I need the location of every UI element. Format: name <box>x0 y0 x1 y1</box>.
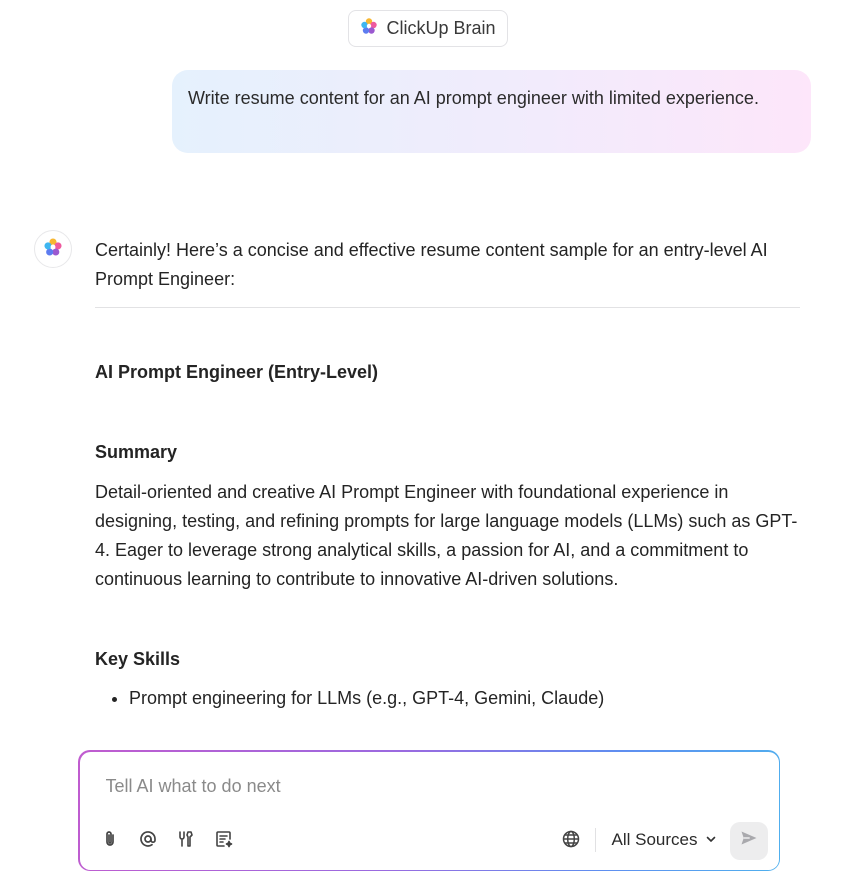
resume-title: AI Prompt Engineer (Entry-Level) <box>95 362 379 382</box>
ai-reply <box>95 236 800 713</box>
badge-label: ClickUp Brain <box>386 18 496 38</box>
attach-icon[interactable] <box>97 826 123 852</box>
reply-divider <box>95 307 800 308</box>
prompt-input[interactable] <box>104 772 748 802</box>
send-button[interactable] <box>730 822 768 860</box>
summary-heading: Summary <box>95 442 178 462</box>
skills-heading: Key Skills <box>95 649 181 669</box>
user-message-text: Write resume content for an AI prompt engineer with limited experience. <box>188 88 759 108</box>
reply-intro: Certainly! Here’s a concise and effective resume content sample for an entry-level AI Prompt Engineer: <box>95 240 768 289</box>
skills-list <box>95 684 800 713</box>
toolbar-divider <box>595 828 596 852</box>
tools-icon[interactable] <box>173 826 199 852</box>
composer-inner <box>80 752 779 870</box>
sources-label: All Sources <box>611 829 698 849</box>
mention-icon[interactable] <box>135 826 161 852</box>
summary-text: Detail-oriented and creative AI Prompt Engineer with foundational experience in designing, testing, and refining prompts for large language models (LLMs) such as GPT-4. Eager to leverage strong analytical skills, a passion for AI, and a commitment to continuous learning to contribute to innovative AI-driven solutions. <box>95 482 798 589</box>
list-item: • Prompt engineering for LLMs (e.g., GPT-4, Gemini, Claude) <box>129 684 800 713</box>
sources-dropdown[interactable] <box>612 827 718 853</box>
send-icon <box>739 828 759 853</box>
globe-icon[interactable] <box>558 826 584 852</box>
chevron-down-icon <box>705 830 717 850</box>
prompt-composer <box>78 750 780 871</box>
ai-notes-icon[interactable] <box>211 826 237 852</box>
